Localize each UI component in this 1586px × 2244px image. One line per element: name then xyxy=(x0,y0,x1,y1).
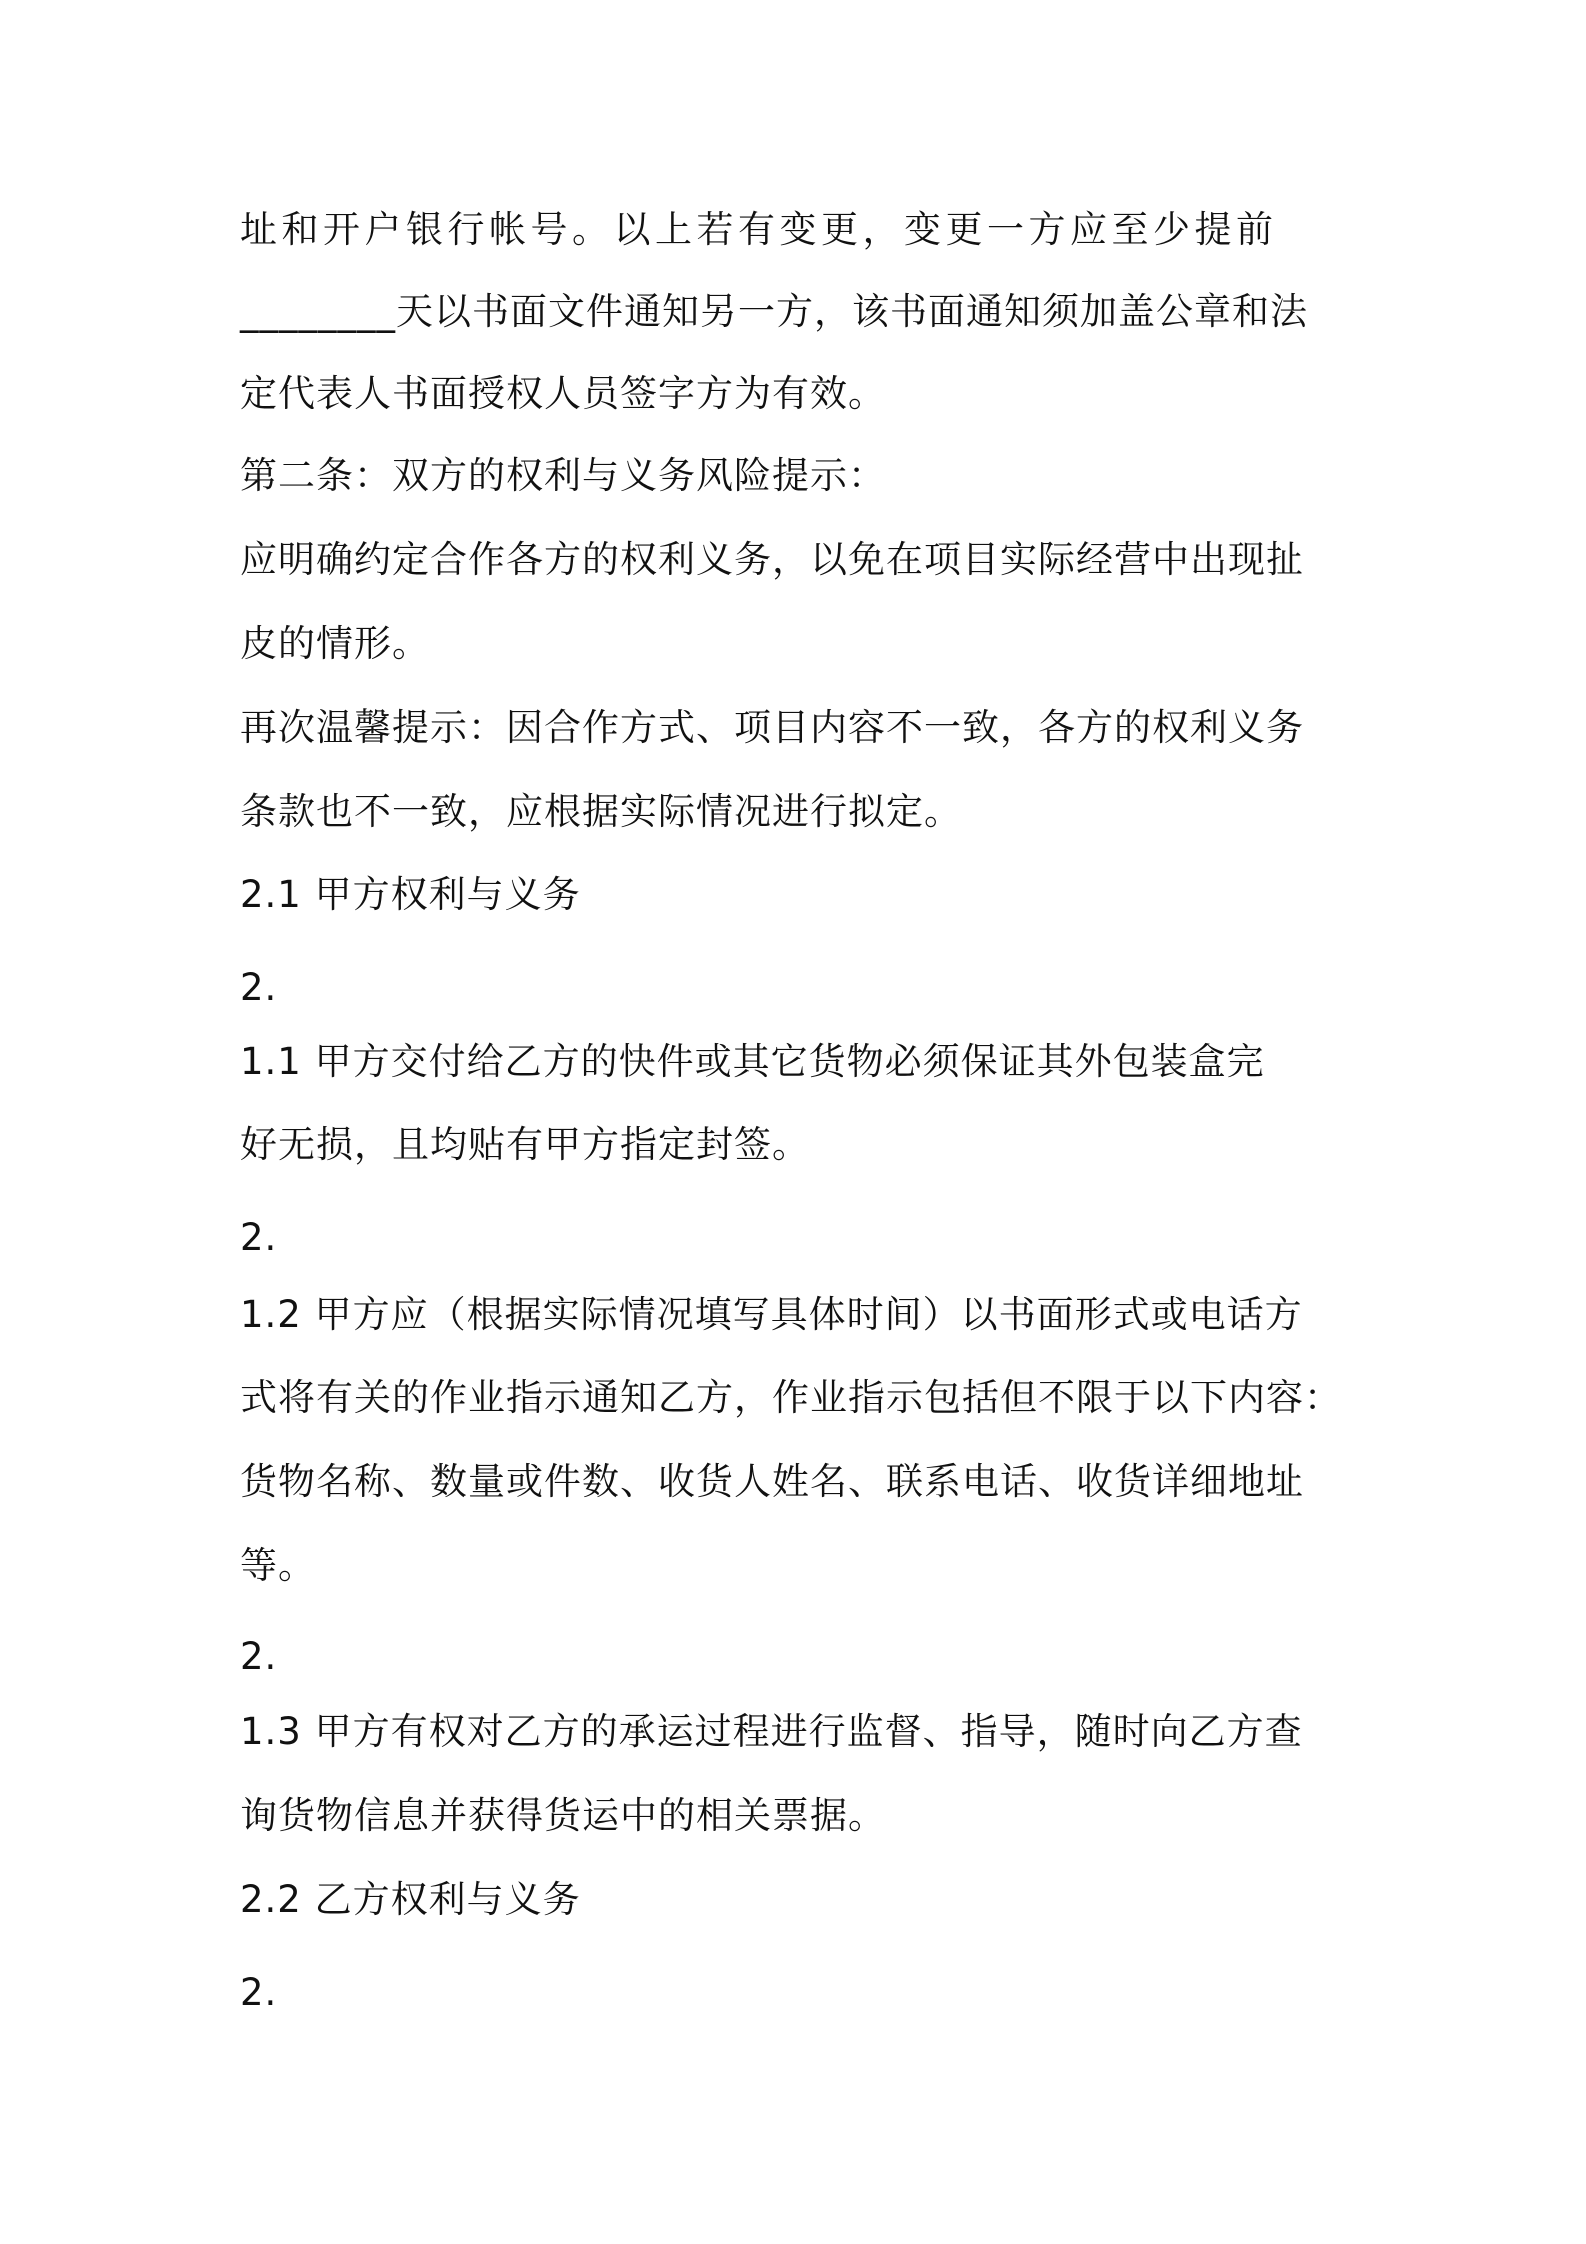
clause-number: 2. xyxy=(240,966,278,1009)
text-line: 1.3 甲方有权对乙方的承运过程进行监督、指导，随时向乙方查 xyxy=(240,1710,1303,1753)
subsection-heading: 2.2 乙方权利与义务 xyxy=(240,1878,581,1921)
clause-number: 2. xyxy=(240,1971,278,2014)
clause-number: 2. xyxy=(240,1216,278,1259)
subsection-heading: 2.1 甲方权利与义务 xyxy=(240,873,581,916)
text-line: 式将有关的作业指示通知乙方，作业指示包括但不限于以下内容： xyxy=(240,1376,1342,1419)
text-line: 址和开户银行帐号。以上若有变更，变更一方应至少提前 xyxy=(240,208,1278,251)
text-line: 询货物信息并获得货运中的相关票据。 xyxy=(240,1794,886,1837)
text-line: 1.1 甲方交付给乙方的快件或其它货物必须保证其外包装盒完 xyxy=(240,1040,1265,1083)
text-line: 好无损，且均贴有甲方指定封签。 xyxy=(240,1123,810,1166)
clause-number: 2. xyxy=(240,1635,278,1678)
text-line: ________天以书面文件通知另一方，该书面通知须加盖公章和法 xyxy=(240,290,1308,333)
text-line: 再次温馨提示：因合作方式、项目内容不一致，各方的权利义务 xyxy=(240,706,1304,749)
text-line: 等。 xyxy=(240,1544,316,1587)
section-heading: 第二条：双方的权利与义务风险提示： xyxy=(240,454,886,497)
text-line: 定代表人书面授权人员签字方为有效。 xyxy=(240,372,886,415)
text-line: 货物名称、数量或件数、收货人姓名、联系电话、收货详细地址 xyxy=(240,1460,1304,1503)
text-line: 条款也不一致，应根据实际情况进行拟定。 xyxy=(240,790,962,833)
text-line: 皮的情形。 xyxy=(240,622,430,665)
text-line: 应明确约定合作各方的权利义务，以免在项目实际经营中出现扯 xyxy=(240,538,1304,581)
text-line: 1.2 甲方应（根据实际情况填写具体时间）以书面形式或电话方 xyxy=(240,1293,1303,1336)
